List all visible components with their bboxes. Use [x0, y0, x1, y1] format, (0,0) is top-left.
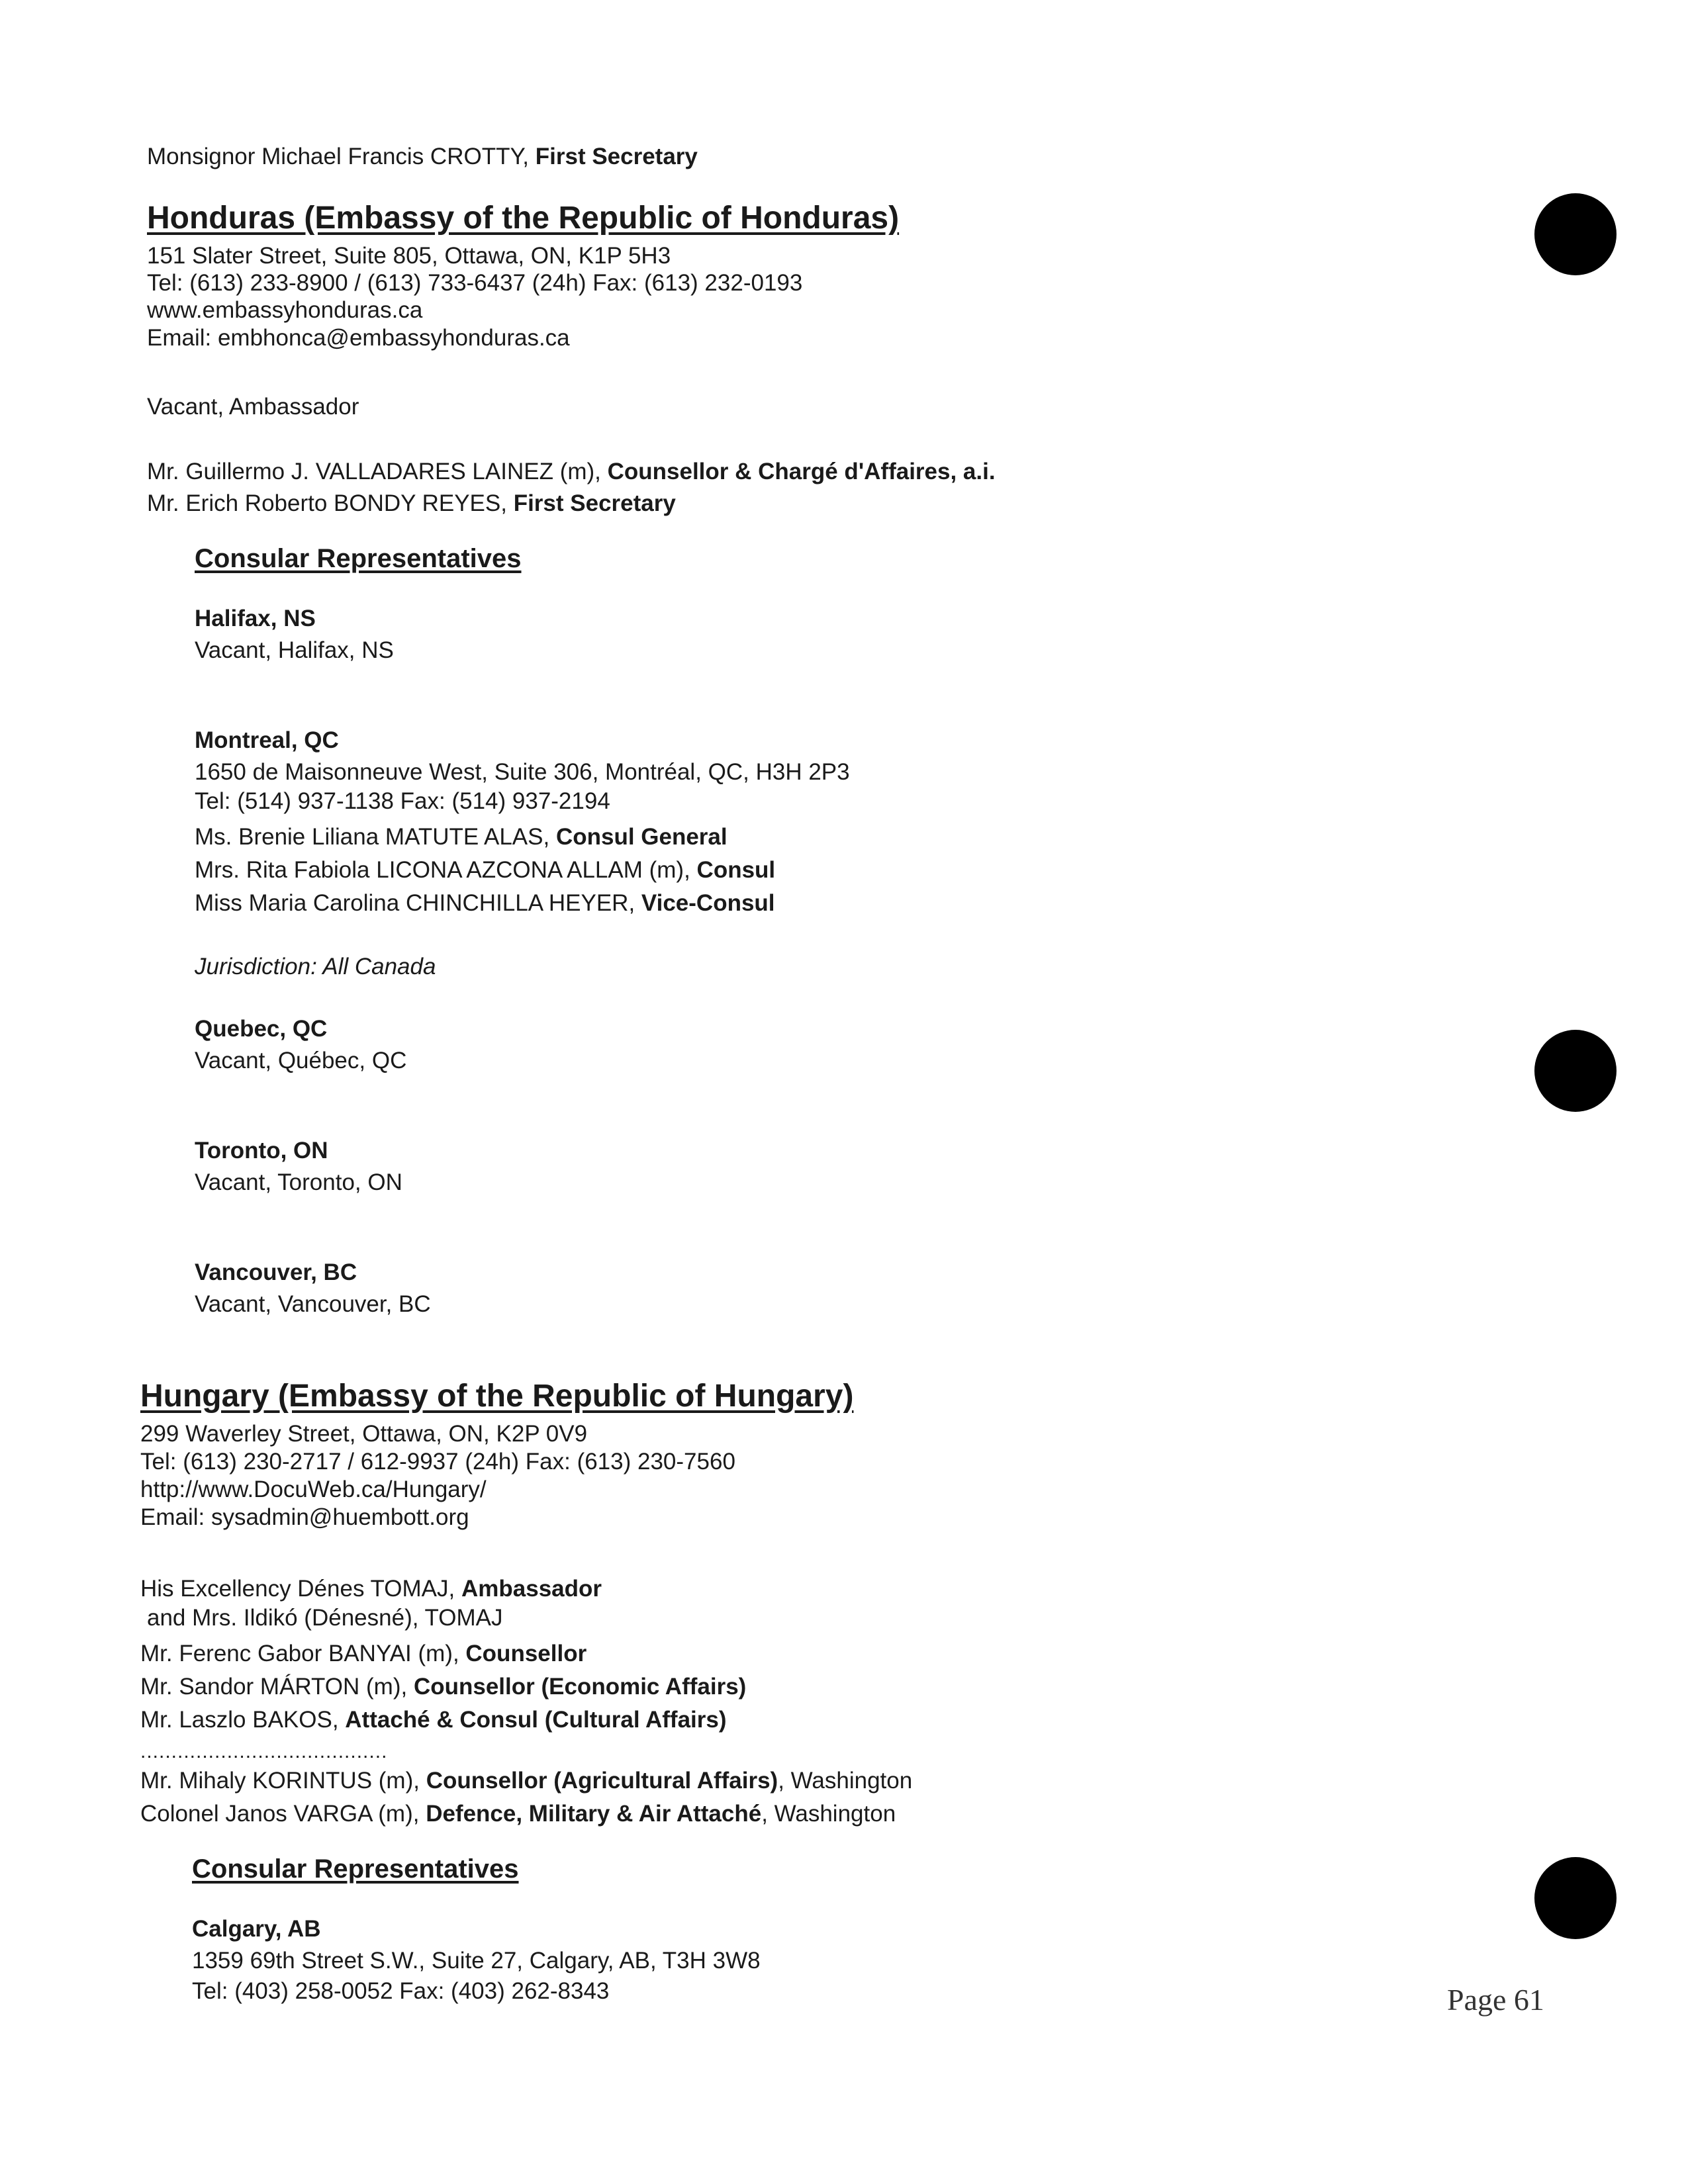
honduras-ambassador: Vacant, Ambassador	[147, 394, 359, 420]
calgary-city: Calgary, AB	[192, 1916, 321, 1942]
staff-name: Mr. Mihaly KORINTUS (m),	[140, 1768, 426, 1794]
hungary-heading: Hungary (Embassy of the Republic of Hungary)	[140, 1379, 854, 1414]
staff-title: Defence, Military & Air Attaché	[426, 1801, 762, 1827]
staff-name: Ms. Brenie Liliana MATUTE ALAS,	[195, 824, 556, 850]
staff-title: Counsellor (Economic Affairs)	[413, 1674, 747, 1700]
halifax-city: Halifax, NS	[195, 606, 316, 631]
montreal-staff-2	[195, 856, 775, 884]
hungary-address: 299 Waverley Street, Ottawa, ON, K2P 0V9	[140, 1421, 588, 1447]
staff-location: , Washington	[778, 1768, 913, 1794]
punch-hole-bottom	[1534, 1857, 1617, 1939]
honduras-consular-heading: Consular Representatives	[195, 544, 522, 573]
hungary-email: Email: sysadmin@huembott.org	[140, 1504, 469, 1530]
staff-name: Mr. Laszlo BAKOS,	[140, 1707, 346, 1733]
honduras-staff-1	[147, 458, 996, 486]
punch-hole-top	[1534, 193, 1617, 275]
montreal-staff-1	[195, 823, 727, 851]
hungary-consular-heading: Consular Representatives	[192, 1854, 519, 1884]
hungary-spouse: and Mrs. Ildikó (Dénesné), TOMAJ	[147, 1605, 503, 1631]
honduras-web: www.embassyhonduras.ca	[147, 297, 423, 323]
hungary-tel: Tel: (613) 230-2717 / 612-9937 (24h) Fax: (613) 230-7560	[140, 1449, 735, 1475]
hungary-ambassador	[140, 1575, 602, 1603]
vancouver-text: Vacant, Vancouver, BC	[195, 1291, 431, 1317]
montreal-staff-3	[195, 889, 775, 917]
staff-name: Miss Maria Carolina CHINCHILLA HEYER,	[195, 890, 641, 916]
staff-name: Colonel Janos VARGA (m),	[140, 1801, 426, 1827]
hungary-washington-1	[140, 1767, 912, 1795]
staff-name: Mr. Guillermo J. VALLADARES LAINEZ (m),	[147, 459, 608, 484]
staff-title: Attaché & Consul (Cultural Affairs)	[345, 1707, 727, 1733]
crotty-entry	[147, 143, 698, 171]
hungary-web: http://www.DocuWeb.ca/Hungary/	[140, 1477, 487, 1502]
hungary-washington-2	[140, 1800, 896, 1828]
staff-title: Consul General	[555, 824, 727, 850]
hungary-staff-3	[140, 1706, 727, 1734]
punch-hole-middle	[1534, 1030, 1617, 1112]
quebec-city: Quebec, QC	[195, 1016, 328, 1042]
staff-name: Mr. Sandor MÁRTON (m),	[140, 1674, 414, 1700]
honduras-email: Email: embhonca@embassyhonduras.ca	[147, 325, 570, 351]
staff-name: Mr. Erich Roberto BONDY REYES,	[147, 490, 514, 516]
staff-name: Mr. Ferenc Gabor BANYAI (m),	[140, 1641, 466, 1666]
honduras-staff-2	[147, 490, 676, 518]
staff-location: , Washington	[761, 1801, 896, 1827]
staff-title: First Secretary	[535, 144, 698, 169]
honduras-address: 151 Slater Street, Suite 805, Ottawa, ON, K1P 5H3	[147, 243, 671, 269]
vancouver-city: Vancouver, BC	[195, 1259, 357, 1285]
staff-title: Counsellor (Agricultural Affairs)	[426, 1768, 778, 1794]
staff-name: Mrs. Rita Fabiola LICONA AZCONA ALLAM (m),	[195, 857, 697, 883]
montreal-tel: Tel: (514) 937-1138 Fax: (514) 937-2194	[195, 788, 610, 814]
staff-title: Ambassador	[461, 1576, 602, 1602]
hungary-staff-1	[140, 1640, 586, 1668]
hungary-staff-2	[140, 1673, 746, 1701]
honduras-heading: Honduras (Embassy of the Republic of Honduras)	[147, 201, 900, 236]
montreal-city: Montreal, QC	[195, 727, 339, 753]
montreal-address: 1650 de Maisonneuve West, Suite 306, Montréal, QC, H3H 2P3	[195, 759, 850, 785]
honduras-tel: Tel: (613) 233-8900 / (613) 733-6437 (24h) Fax: (613) 232-0193	[147, 270, 803, 296]
staff-title: Consul	[696, 857, 776, 883]
page-number: Page 61	[1447, 1983, 1544, 2017]
staff-title: Counsellor & Chargé d'Affaires, a.i.	[607, 459, 996, 484]
calgary-tel: Tel: (403) 258-0052 Fax: (403) 262-8343	[192, 1978, 610, 2004]
staff-title: First Secretary	[513, 490, 676, 516]
staff-name: Monsignor Michael Francis CROTTY,	[147, 144, 536, 169]
separator-dots: ........................................	[140, 1741, 388, 1762]
staff-name: His Excellency Dénes TOMAJ,	[140, 1576, 461, 1602]
toronto-city: Toronto, ON	[195, 1138, 328, 1163]
staff-title: Counsellor	[465, 1641, 587, 1666]
calgary-address: 1359 69th Street S.W., Suite 27, Calgary, AB, T3H 3W8	[192, 1948, 761, 1974]
staff-title: Vice-Consul	[641, 890, 775, 916]
halifax-text: Vacant, Halifax, NS	[195, 637, 394, 663]
montreal-jurisdiction: Jurisdiction: All Canada	[195, 954, 436, 979]
quebec-text: Vacant, Québec, QC	[195, 1048, 407, 1073]
toronto-text: Vacant, Toronto, ON	[195, 1169, 402, 1195]
